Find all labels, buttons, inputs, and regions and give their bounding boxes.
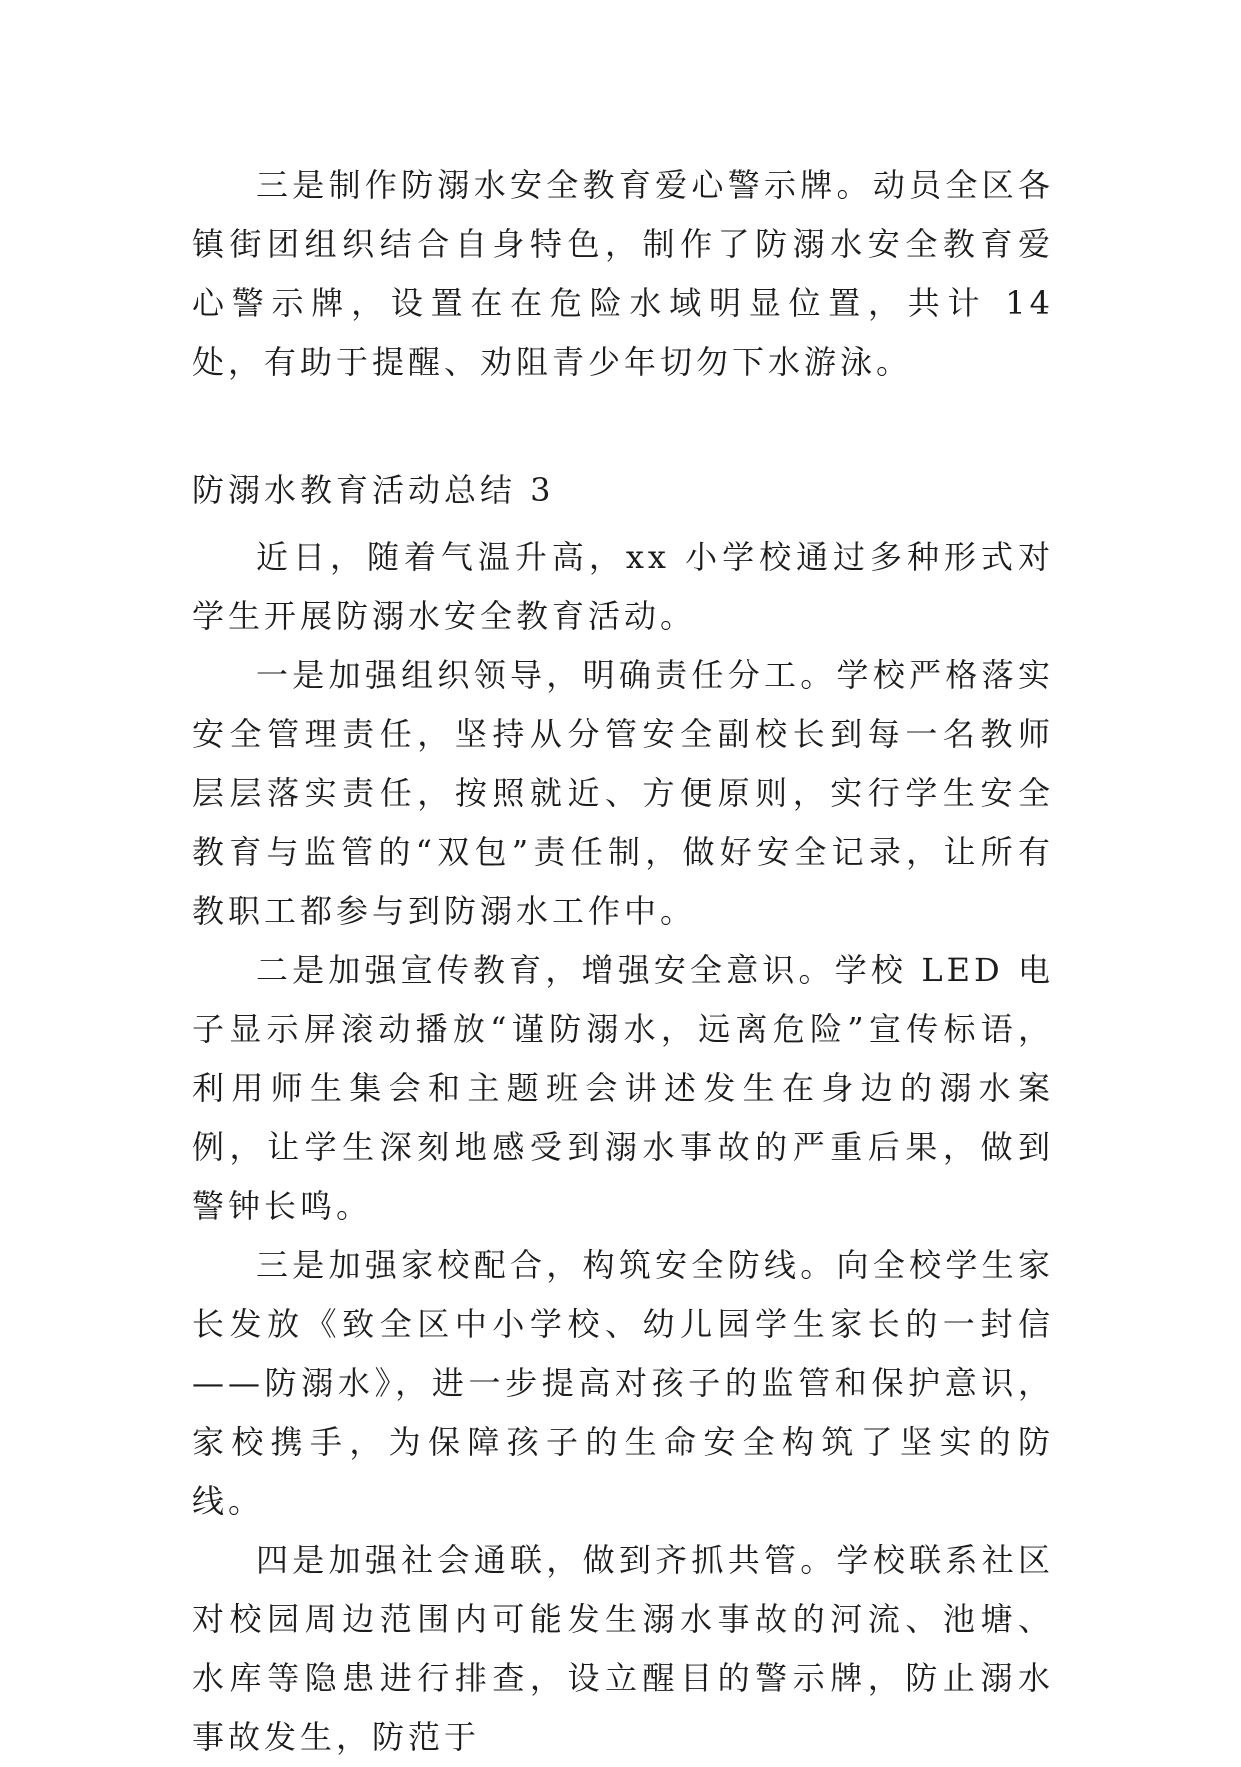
section-title: 防溺水教育活动总结 3 — [192, 471, 555, 509]
document-body — [192, 156, 1054, 1767]
paragraph-spacer — [192, 392, 1054, 461]
paragraph-intro: 近日，随着气温升高，xx 小学校通过多种形式对学生开展防溺水安全教育活动。 — [192, 538, 1054, 635]
paragraph-publicity: 二是加强宣传教育，增强安全意识。学校 LED 电子显示屏滚动播放“谨防溺水，远离危险”宣传标语，利用师生集会和主题班会讲述发生在身边的溺水案例，让学生深刻地感受到溺水事故的严重后果，做到警钟长鸣。 — [192, 951, 1054, 1225]
paragraph-spacer — [192, 520, 1054, 528]
paragraph-warning-signs: 三是制作防溺水安全教育爱心警示牌。动员全区各镇街团组织结合自身特色，制作了防溺水安全教育爱心警示牌，设置在在危险水域明显位置，共计 14 处，有助于提醒、劝阻青少年切勿下水游泳。 — [192, 166, 1054, 381]
paragraph-home-school: 三是加强家校配合，构筑安全防线。向全校学生家长发放《致全区中小学校、幼儿园学生家长的一封信——防溺水》，进一步提高对孩子的监管和保护意识，家校携手，为保障孩子的生命安全构筑了坚实的防线。 — [192, 1246, 1054, 1520]
paragraph-organization: 一是加强组织领导，明确责任分工。学校严格落实安全管理责任，坚持从分管安全副校长到每一名教师层层落实责任，按照就近、方便原则，实行学生安全教育与监管的“双包”责任制，做好安全记录，让所有教职工都参与到防溺水工作中。 — [192, 656, 1054, 930]
paragraph-community: 四是加强社会通联，做到齐抓共管。学校联系社区对校园周边范围内可能发生溺水事故的河流、池塘、水库等隐患进行排查，设立醒目的警示牌，防止溺水事故发生，防范于 — [192, 1541, 1054, 1756]
